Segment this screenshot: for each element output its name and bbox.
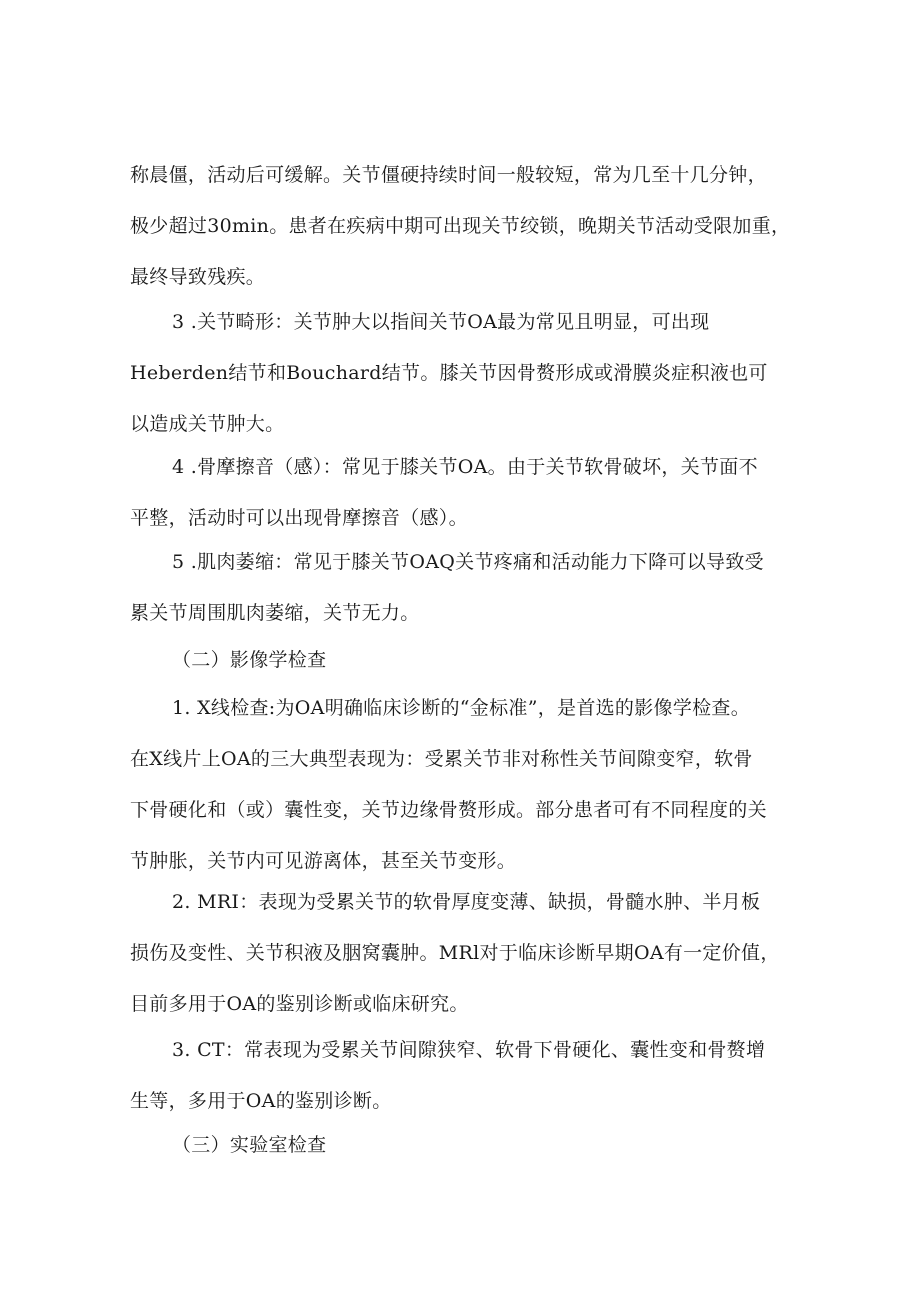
text-line: 节肿胀，关节内可见游离体，甚至关节变形。 <box>130 850 517 872</box>
text-line: 累关节周围肌肉萎缩，关节无力。 <box>130 602 420 624</box>
text-line: 3 .关节畸形：关节肿大以指间关节OA最为常见且明显，可出现 <box>172 311 710 333</box>
text-line: Heberden结节和Bouchard结节。膝关节因骨赘形成或滑膜炎症积液也可 <box>130 362 768 384</box>
text-line: 目前多用于OA的鉴别诊断或临床研究。 <box>130 993 469 1015</box>
text-line: 称晨僵，活动后可缓解。关节僵硬持续时间一般较短，常为几至十几分钟， <box>130 164 767 186</box>
text-line: 最终导致残疾。 <box>130 266 266 288</box>
text-line: 下骨硬化和（或）囊性变，关节边缘骨赘形成。部分患者可有不同程度的关 <box>130 799 767 821</box>
section-heading-imaging: （二）影像学检查 <box>172 649 327 671</box>
text-line: 以造成关节肿大。 <box>130 413 285 435</box>
text-line: 极少超过30min。患者在疾病中期可出现关节绞锁，晚期关节活动受限加重， <box>130 215 791 237</box>
paragraph-mri <box>130 877 794 1030</box>
text-line: 在X线片上OA的三大典型表现为：受累关节非对称性关节间隙变窄，软骨 <box>130 748 753 770</box>
text-line: 1. X线检查:为OA明确临床诊断的“金标准”，是首选的影像学检查。 <box>172 697 751 719</box>
paragraph-xray <box>130 683 794 887</box>
paragraph-bone-friction <box>130 442 794 544</box>
text-line: 5 .肌肉萎缩：常见于膝关节OAQ关节疼痛和活动能力下降可以导致受 <box>172 551 764 573</box>
text-line: 4 .骨摩擦音（感）：常见于膝关节OA。由于关节软骨破坏，关节面不 <box>172 456 758 478</box>
paragraph-ct <box>130 1025 794 1127</box>
paragraph-morning-stiffness <box>130 150 794 303</box>
paragraph-muscle-atrophy <box>130 537 794 639</box>
text-line: 平整，活动时可以出现骨摩擦音（感）。 <box>130 507 468 529</box>
text-line: 损伤及变性、关节积液及胭窝囊肿。MRl对于临床诊断早期OA有一定价值， <box>130 942 780 964</box>
section-heading-lab: （三）实验室检查 <box>172 1134 327 1156</box>
text-line: 3. CT：常表现为受累关节间隙狭窄、软骨下骨硬化、囊性变和骨赘增 <box>172 1039 766 1061</box>
paragraph-joint-deformity <box>130 297 794 450</box>
text-line: 生等，多用于OA的鉴别诊断。 <box>130 1090 392 1112</box>
text-line: 2. MRI：表现为受累关节的软骨厚度变薄、缺损，骨髓水肿、半月板 <box>172 891 761 913</box>
